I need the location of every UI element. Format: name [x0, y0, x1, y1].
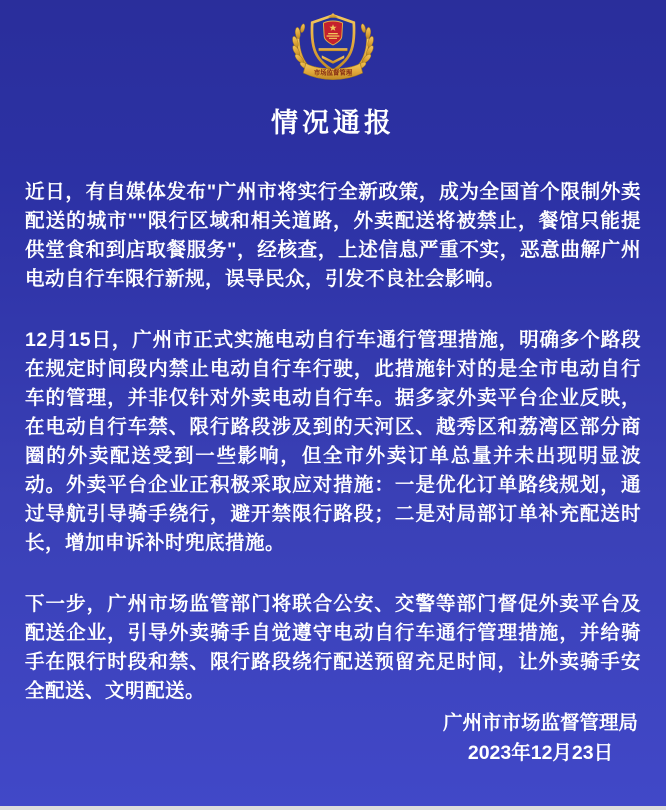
paragraph-rumor-clarification: 近日，有自媒体发布"广州市将实行全新政策，成为全国首个限制外卖配送的城市""限行区域和相关道路，外卖配送将被禁止，餐馆只能提供堂食和到店取餐服务"，经核查，上述信息严重不实，恶意曲解广州电动自行车限行新规，误导民众，引发不良社会影响。: [25, 181, 641, 290]
signature-organization: 广州市市场监督管理局: [442, 712, 638, 734]
shield-band: [319, 48, 348, 51]
market-supervision-emblem-icon: [285, 8, 381, 90]
paragraph-policy-explanation: 12月15日，广州市正式实施电动自行车通行管理措施，明确多个路段在规定时间段内禁止电动自行车行驶，此措施针对的是全市电动自行车的管理，并非仅针对外卖电动自行车。据多家外卖平台企业反映，在电动自行车禁、限行路段涉及到的天河区、越秀区和荔湾区部分商圈的外卖配送受到一些影响，但全市外卖订单总量并未出现明显波动。外卖平台企业正积极采取应对措施：一是优化订单路线规划，通过导航引导骑手绕行，避开禁限行路段；二是对局部订单补充配送时长，增加申诉补时兜底措施。: [25, 329, 641, 554]
paragraph-next-steps: 下一步，广州市场监管部门将联合公安、交警等部门督促外卖平台及配送企业，引导外卖骑手自觉遵守电动自行车通行管理措施，并给骑手在限行时段和禁、限行路段绕行配送预留充足时间，让外卖骑手安全配送、文明配送。: [25, 593, 641, 702]
page-title: 情况通报: [271, 108, 395, 138]
signature-block: [443, 708, 638, 768]
emblem-container: [0, 0, 666, 90]
bottom-strip: [0, 806, 666, 810]
signature-date: 2023年12月23日: [467, 742, 614, 764]
ribbon-text: 市场监督管理: [313, 69, 353, 77]
notice-body: [0, 178, 666, 706]
